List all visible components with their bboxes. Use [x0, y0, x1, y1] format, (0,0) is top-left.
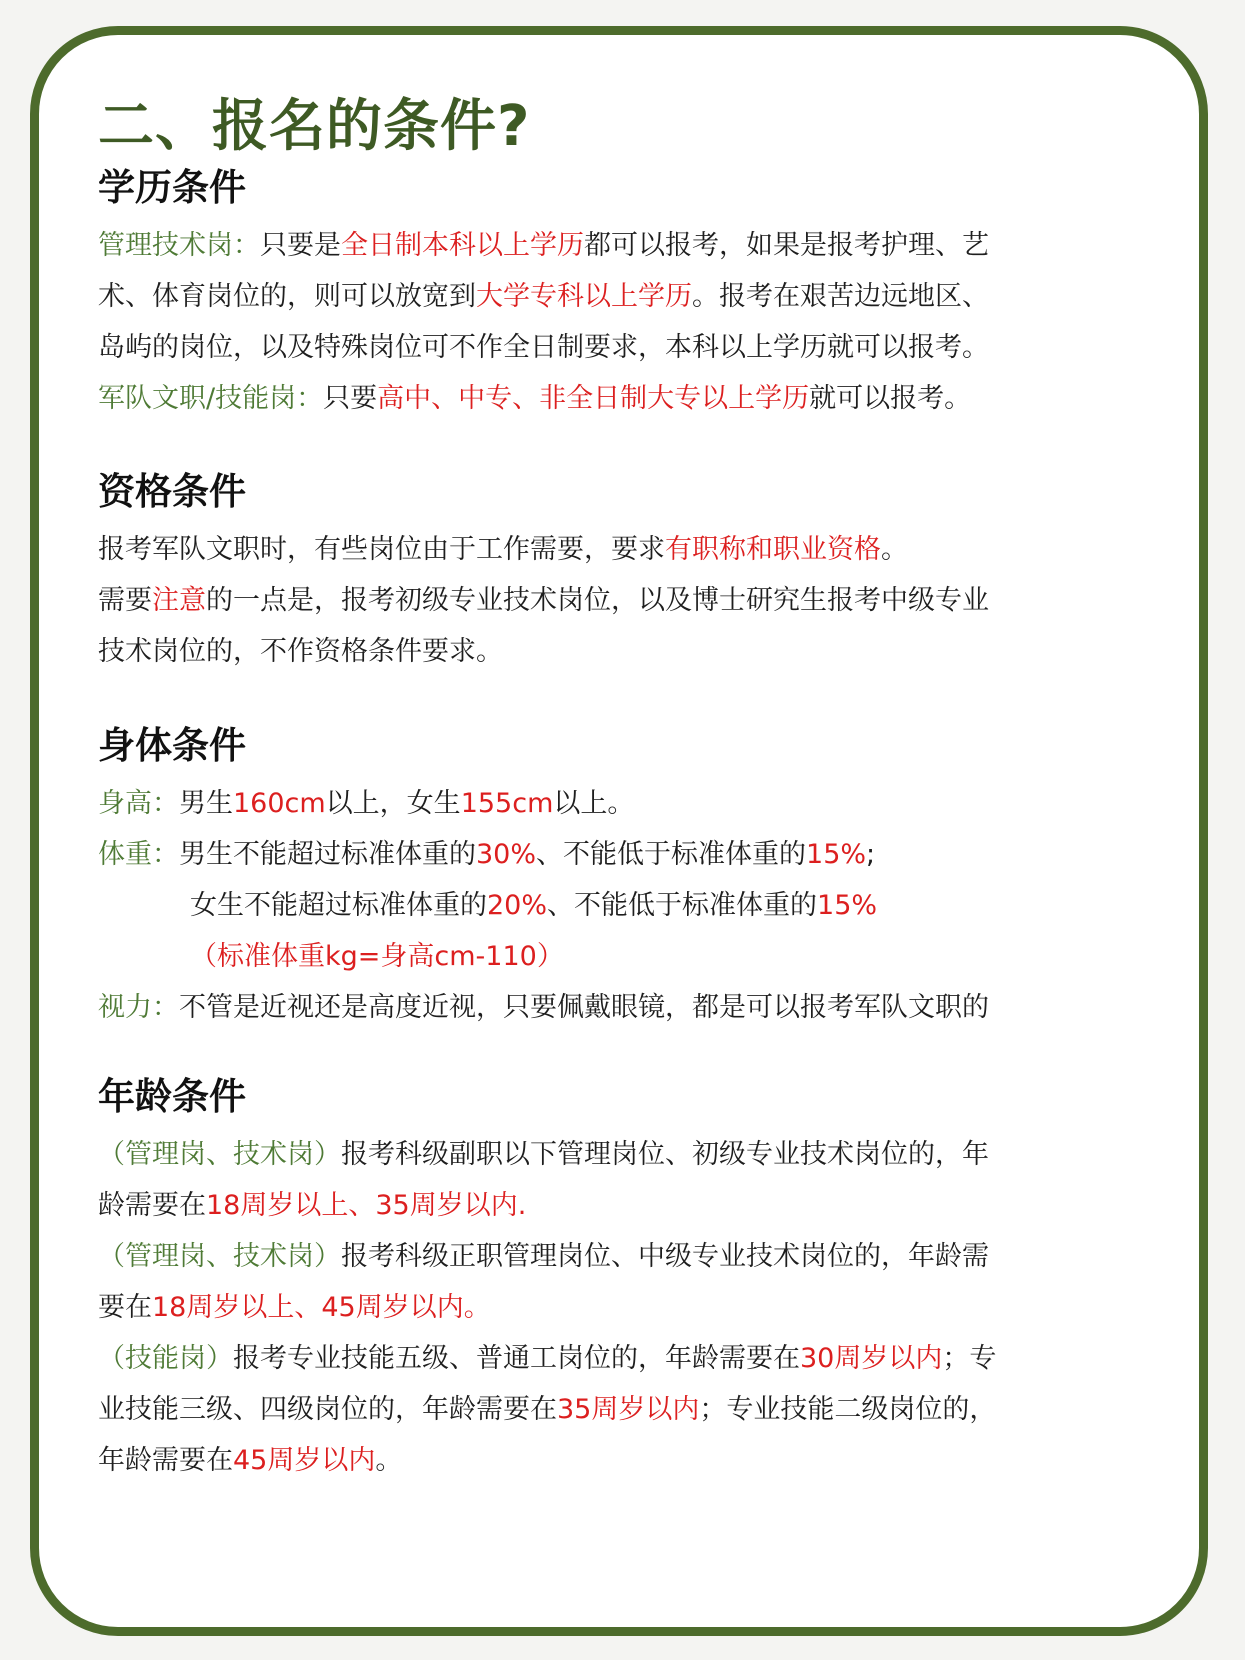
- text: 、不能低于标准体重的: [536, 839, 807, 870]
- text-line: [98, 1384, 1138, 1435]
- page-title: 二、报名的条件?: [98, 94, 531, 159]
- text: 以上。: [553, 788, 635, 819]
- text: 。: [881, 534, 908, 565]
- text: 年龄需要在: [98, 1445, 233, 1476]
- label-vision: 视力：: [98, 992, 179, 1023]
- text: 只要: [323, 383, 378, 414]
- text: 需要: [98, 585, 152, 616]
- text: 术、体育岗位的，则可以放宽到: [98, 281, 476, 312]
- education-paragraph-2: [98, 373, 1138, 424]
- text: ；专业技能二级岗位的，: [699, 1394, 997, 1425]
- text-line: 技术岗位的，不作资格条件要求。: [98, 636, 503, 667]
- text: 女生不能超过标准体重的: [190, 890, 487, 921]
- highlight: 18周岁以上、35周岁以内.: [206, 1190, 527, 1221]
- text: 、不能低于标准体重的: [547, 890, 818, 921]
- label-management-technical: 管理技术岗：: [98, 230, 260, 261]
- section-education: [98, 160, 1138, 424]
- text: ;: [866, 839, 876, 870]
- highlight: 160cm: [233, 788, 326, 819]
- section-heading-physical: 身体条件: [98, 724, 246, 767]
- text-line: [98, 1333, 1138, 1384]
- section-age: [98, 1069, 1138, 1486]
- qualification-body: [98, 524, 1138, 677]
- section-heading-age: 年龄条件: [98, 1075, 246, 1118]
- text-line: 岛屿的岗位，以及特殊岗位可不作全日制要求，本科以上学历就可以报考。: [98, 332, 989, 363]
- highlight: 注意: [152, 585, 206, 616]
- highlight: 35周岁以内: [557, 1394, 700, 1425]
- label-management-technical-post: （管理岗、技术岗）: [98, 1241, 341, 1272]
- text: 的一点是，报考初级专业技术岗位，以及博士研究生报考中级专业: [206, 585, 989, 616]
- text: 要在: [98, 1292, 152, 1323]
- text-line: [98, 1180, 1138, 1231]
- text: 报考科级正职管理岗位、中级专业技术岗位的，年龄需: [341, 1241, 989, 1272]
- qualification-paragraph-1: [98, 524, 1138, 575]
- text-line: [98, 271, 1138, 322]
- text-line: [98, 220, 1138, 271]
- text: 。报考在艰苦边远地区、: [692, 281, 989, 312]
- label-management-technical-post: （管理岗、技术岗）: [98, 1139, 341, 1170]
- text: 报考军队文职时，有些岗位由于工作需要，要求: [98, 534, 665, 565]
- highlight: 20%: [487, 890, 548, 921]
- text-line: [98, 1282, 1138, 1333]
- highlight: 有职称和职业资格: [665, 534, 881, 565]
- text: 只要是: [260, 230, 341, 261]
- text: 男生: [179, 788, 233, 819]
- text: 男生不能超过标准体重的: [179, 839, 476, 870]
- physical-body: [98, 778, 1138, 1033]
- text-line: [98, 1231, 1138, 1282]
- highlight: 45周岁以内: [233, 1445, 376, 1476]
- age-body: [98, 1129, 1138, 1486]
- text: 。: [375, 1445, 403, 1476]
- text: ；专: [942, 1343, 997, 1374]
- section-heading-qualification: 资格条件: [98, 470, 246, 513]
- text: 就可以报考。: [809, 383, 972, 414]
- label-height: 身高：: [98, 788, 179, 819]
- text: 报考专业技能五级、普通工岗位的，年龄需要在: [233, 1343, 800, 1374]
- text-line: [98, 1435, 1138, 1486]
- text: 报考科级副职以下管理岗位、初级专业技术岗位的，年: [341, 1139, 989, 1170]
- label-weight: 体重：: [98, 839, 179, 870]
- qualification-paragraph-2: [98, 575, 1138, 626]
- section-qualification: [98, 464, 1138, 677]
- highlight: 15%: [806, 839, 867, 870]
- weight-requirement-female: [98, 880, 1138, 931]
- label-skill-post: （技能岗）: [98, 1343, 233, 1374]
- text: 不管是近视还是高度近视，只要佩戴眼镜，都是可以报考军队文职的: [179, 992, 989, 1023]
- highlight: 大学专科以上学历: [476, 281, 692, 312]
- text-line: [98, 1129, 1138, 1180]
- highlight: 全日制本科以上学历: [341, 230, 584, 261]
- label-civilian-skill: 军队文职/技能岗：: [98, 383, 324, 414]
- text: 都可以报考，如果是报考护理、艺: [584, 230, 989, 261]
- highlight: 30%: [476, 839, 537, 870]
- highlight: 高中、中专、非全日制大专以上学历: [377, 383, 810, 414]
- text: 龄需要在: [98, 1190, 206, 1221]
- text: 以上，女生: [325, 788, 461, 819]
- height-requirement: [98, 778, 1138, 829]
- education-paragraph-1: [98, 220, 1138, 373]
- section-heading-education: 学历条件: [98, 166, 246, 209]
- text: 业技能三级、四级岗位的，年龄需要在: [98, 1394, 557, 1425]
- highlight: 15%: [817, 890, 878, 921]
- weight-formula: （标准体重kg=身高cm-110）: [190, 941, 564, 972]
- weight-requirement-male: [98, 829, 1138, 880]
- section-physical: [98, 718, 1138, 1033]
- highlight: 18周岁以上、45周岁以内。: [152, 1292, 491, 1323]
- highlight: 155cm: [460, 788, 554, 819]
- highlight: 30周岁以内: [800, 1343, 943, 1374]
- vision-requirement: [98, 982, 1138, 1033]
